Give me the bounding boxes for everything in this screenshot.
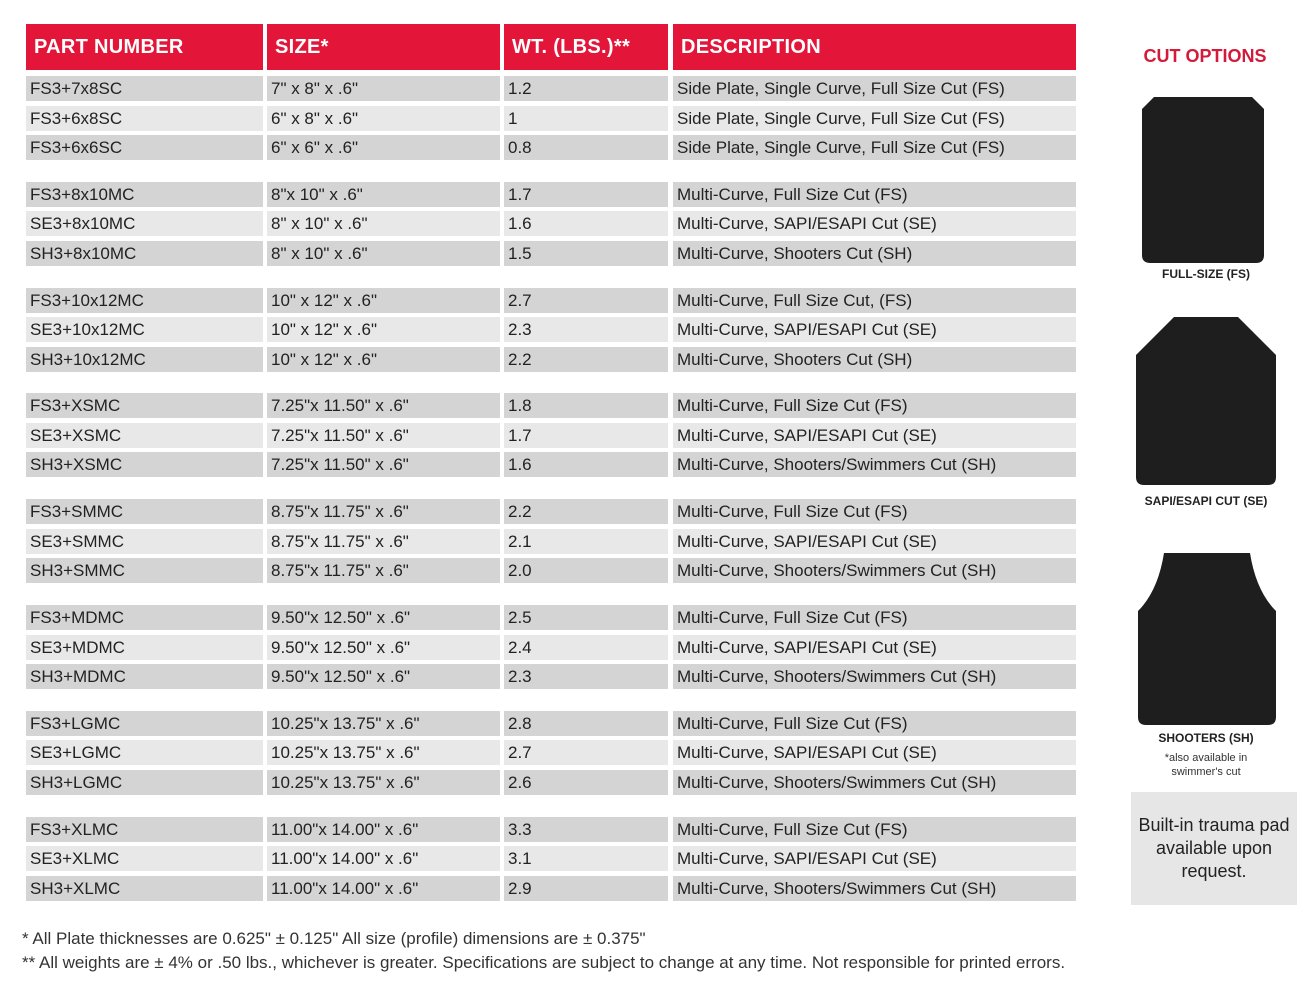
size-cell: 8.75"x 11.75" x .6" [267, 499, 500, 524]
weight-cell: 2.6 [504, 770, 668, 795]
size-cell: 7.25"x 11.50" x .6" [267, 423, 500, 448]
footnote-thickness: * All Plate thicknesses are 0.625" ± 0.125" All size (profile) dimensions are ± 0.375" [22, 929, 646, 948]
size-cell: 7.25"x 11.50" x .6" [267, 452, 500, 477]
part-number-cell: SE3+MDMC [26, 635, 263, 660]
size-cell: 11.00"x 14.00" x .6" [267, 846, 500, 871]
size-cell: 6" x 6" x .6" [267, 135, 500, 160]
size-cell: 10.25"x 13.75" x .6" [267, 770, 500, 795]
swimmers-cut-note: *also available in swimmer's cut [1164, 752, 1248, 778]
description-cell: Side Plate, Single Curve, Full Size Cut (FS) [673, 106, 1076, 131]
weight-cell: 2.7 [504, 740, 668, 765]
description-cell: Multi-Curve, Shooters/Swimmers Cut (SH) [673, 876, 1076, 901]
size-cell: 6" x 8" x .6" [267, 106, 500, 131]
footnote-weights: ** All weights are ± 4% or .50 lbs., whichever is greater. Specifications are subject to change at any time. Not responsible for printed errors. [22, 953, 1066, 972]
size-cell: 9.50"x 12.50" x .6" [267, 635, 500, 660]
weight-cell: 1.2 [504, 76, 668, 101]
description-cell: Multi-Curve, Full Size Cut (FS) [673, 605, 1076, 630]
part-number-cell: SE3+10x12MC [26, 317, 263, 342]
part-number-cell: SH3+10x12MC [26, 347, 263, 372]
weight-cell: 3.1 [504, 846, 668, 871]
part-number-cell: FS3+6x6SC [26, 135, 263, 160]
shooters-plate-image [1136, 551, 1278, 727]
weight-cell: 2.5 [504, 605, 668, 630]
description-cell: Multi-Curve, SAPI/ESAPI Cut (SE) [673, 846, 1076, 871]
header-size: SIZE* [267, 24, 500, 70]
part-number-cell: FS3+7x8SC [26, 76, 263, 101]
description-cell: Multi-Curve, SAPI/ESAPI Cut (SE) [673, 317, 1076, 342]
weight-cell: 2.3 [504, 664, 668, 689]
size-cell: 8.75"x 11.75" x .6" [267, 529, 500, 554]
description-cell: Multi-Curve, Full Size Cut, (FS) [673, 288, 1076, 313]
part-number-cell: SH3+8x10MC [26, 241, 263, 266]
description-cell: Multi-Curve, SAPI/ESAPI Cut (SE) [673, 529, 1076, 554]
shooters-label: SHOOTERS (SH) [1158, 731, 1254, 745]
header-description: DESCRIPTION [673, 24, 1076, 70]
description-cell: Multi-Curve, SAPI/ESAPI Cut (SE) [673, 635, 1076, 660]
sapi-label: SAPI/ESAPI CUT (SE) [1144, 494, 1268, 508]
description-cell: Multi-Curve, Shooters/Swimmers Cut (SH) [673, 558, 1076, 583]
description-cell: Multi-Curve, Full Size Cut (FS) [673, 393, 1076, 418]
part-number-cell: FS3+XLMC [26, 817, 263, 842]
size-cell: 8" x 10" x .6" [267, 241, 500, 266]
description-cell: Multi-Curve, Full Size Cut (FS) [673, 817, 1076, 842]
weight-cell: 2.1 [504, 529, 668, 554]
weight-cell: 2.3 [504, 317, 668, 342]
weight-cell: 1.6 [504, 211, 668, 236]
size-cell: 10.25"x 13.75" x .6" [267, 711, 500, 736]
part-number-cell: FS3+SMMC [26, 499, 263, 524]
description-cell: Multi-Curve, Shooters/Swimmers Cut (SH) [673, 770, 1076, 795]
description-cell: Multi-Curve, Shooters Cut (SH) [673, 241, 1076, 266]
part-number-cell: SH3+SMMC [26, 558, 263, 583]
weight-cell: 1.8 [504, 393, 668, 418]
description-cell: Multi-Curve, SAPI/ESAPI Cut (SE) [673, 740, 1076, 765]
size-cell: 11.00"x 14.00" x .6" [267, 876, 500, 901]
size-cell: 10" x 12" x .6" [267, 288, 500, 313]
part-number-cell: SH3+XSMC [26, 452, 263, 477]
header-weight: WT. (LBS.)** [504, 24, 668, 70]
weight-cell: 2.2 [504, 347, 668, 372]
part-number-cell: SH3+MDMC [26, 664, 263, 689]
description-cell: Multi-Curve, Shooters/Swimmers Cut (SH) [673, 452, 1076, 477]
size-cell: 8"x 10" x .6" [267, 182, 500, 207]
description-cell: Multi-Curve, SAPI/ESAPI Cut (SE) [673, 423, 1076, 448]
part-number-cell: SE3+XLMC [26, 846, 263, 871]
size-cell: 11.00"x 14.00" x .6" [267, 817, 500, 842]
weight-cell: 2.0 [504, 558, 668, 583]
part-number-cell: SE3+8x10MC [26, 211, 263, 236]
weight-cell: 3.3 [504, 817, 668, 842]
part-number-cell: FS3+8x10MC [26, 182, 263, 207]
weight-cell: 1.5 [504, 241, 668, 266]
part-number-cell: SH3+XLMC [26, 876, 263, 901]
cut-options-title: CUT OPTIONS [1143, 46, 1267, 66]
weight-cell: 1 [504, 106, 668, 131]
weight-cell: 1.6 [504, 452, 668, 477]
size-cell: 8" x 10" x .6" [267, 211, 500, 236]
part-number-cell: FS3+10x12MC [26, 288, 263, 313]
full-size-plate-image [1140, 95, 1266, 265]
size-cell: 7.25"x 11.50" x .6" [267, 393, 500, 418]
weight-cell: 2.8 [504, 711, 668, 736]
weight-cell: 0.8 [504, 135, 668, 160]
part-number-cell: SE3+LGMC [26, 740, 263, 765]
weight-cell: 1.7 [504, 182, 668, 207]
weight-cell: 2.9 [504, 876, 668, 901]
size-cell: 10.25"x 13.75" x .6" [267, 740, 500, 765]
size-cell: 10" x 12" x .6" [267, 317, 500, 342]
size-cell: 10" x 12" x .6" [267, 347, 500, 372]
description-cell: Multi-Curve, Full Size Cut (FS) [673, 182, 1076, 207]
description-cell: Multi-Curve, Full Size Cut (FS) [673, 711, 1076, 736]
size-cell: 9.50"x 12.50" x .6" [267, 605, 500, 630]
header-part-number: PART NUMBER [26, 24, 263, 70]
size-cell: 9.50"x 12.50" x .6" [267, 664, 500, 689]
full-size-label: FULL-SIZE (FS) [1162, 267, 1250, 281]
part-number-cell: FS3+LGMC [26, 711, 263, 736]
description-cell: Side Plate, Single Curve, Full Size Cut (FS) [673, 76, 1076, 101]
weight-cell: 2.4 [504, 635, 668, 660]
description-cell: Multi-Curve, SAPI/ESAPI Cut (SE) [673, 211, 1076, 236]
trauma-pad-note [1131, 792, 1297, 905]
size-cell: 8.75"x 11.75" x .6" [267, 558, 500, 583]
part-number-cell: SH3+LGMC [26, 770, 263, 795]
weight-cell: 2.2 [504, 499, 668, 524]
trauma-pad-text: Built-in trauma pad available upon request. [1138, 815, 1290, 881]
part-number-cell: FS3+6x8SC [26, 106, 263, 131]
description-cell: Multi-Curve, Full Size Cut (FS) [673, 499, 1076, 524]
description-cell: Multi-Curve, Shooters/Swimmers Cut (SH) [673, 664, 1076, 689]
size-cell: 7" x 8" x .6" [267, 76, 500, 101]
sapi-plate-image [1134, 315, 1278, 487]
part-number-cell: FS3+XSMC [26, 393, 263, 418]
part-number-cell: SE3+XSMC [26, 423, 263, 448]
part-number-cell: SE3+SMMC [26, 529, 263, 554]
part-number-cell: FS3+MDMC [26, 605, 263, 630]
weight-cell: 1.7 [504, 423, 668, 448]
description-cell: Multi-Curve, Shooters Cut (SH) [673, 347, 1076, 372]
weight-cell: 2.7 [504, 288, 668, 313]
description-cell: Side Plate, Single Curve, Full Size Cut (FS) [673, 135, 1076, 160]
